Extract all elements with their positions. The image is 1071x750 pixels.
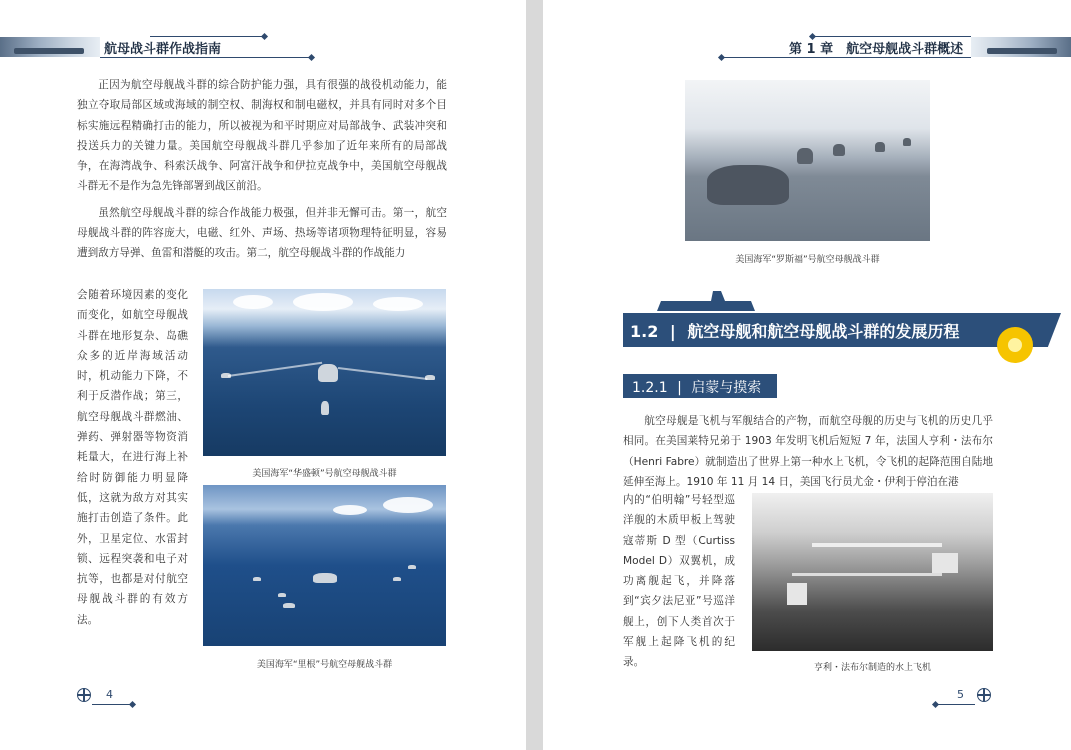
header-carrier-banner [971, 37, 1071, 57]
photo-caption: 美国海军“里根”号航空母舰战斗群 [256, 660, 393, 670]
carrier-group-photo-washington [203, 289, 446, 456]
section-number: 1.2 [630, 322, 659, 341]
side-text [623, 490, 735, 673]
paragraph: 航空母舰是飞机与军舰结合的产物，而航空母舰的历史与飞机的历史几乎相同。在美国莱特兄弟于 1903 年发明飞机后短短 7 年，法国人亨利・法布尔（Henri Fabre）就制造出了世界上第一种水上飞机，令飞机的起降范围自陆地延伸至海上。1910 年 11 月 14 日，美国飞行员尤金・伊利于停泊在港 [623, 415, 993, 488]
right-page [543, 0, 1071, 750]
side-text [77, 285, 188, 630]
book-title: 航母战斗群作战指南 [104, 42, 222, 57]
crosshair-icon [977, 688, 991, 702]
subsection-title: 启蒙与摸索 [691, 380, 762, 396]
photo-caption: 美国海军“华盛顿”号航空母舰战斗群 [252, 469, 397, 479]
subsection-number: 1.2.1 [632, 380, 668, 396]
section-heading: 1.2 | 航空母舰和航空母舰战斗群的发展历程 [630, 322, 960, 341]
crosshair-icon [77, 688, 91, 702]
paragraph: 虽然航空母舰战斗群的综合作战能力极强，但并非无懈可击。第一，航空母舰战斗群的阵容庞大，电磁、红外、声场、热场等诸项物理特征明显，容易遭到敌方导弹、鱼雷和潜艇的攻击。第二，航空母舰战斗群的作战能力 [77, 206, 447, 260]
chapter-title: 第 1 章 航空母舰战斗群概述 [789, 42, 964, 57]
section-title: 航空母舰和航空母舰战斗群的发展历程 [687, 322, 960, 341]
body-text [623, 411, 993, 492]
side-paragraph: 内的“伯明翰”号轻型巡洋舰的木质甲板上驾驶寇蒂斯 D 型（Curtiss Model D）双翼机，成功离舰起飞，并降落到“宾夕法尼亚”号巡洋舰上，创下人类首次于军舰上起降飞机的纪录。 [623, 494, 735, 669]
left-page [0, 0, 526, 750]
flower-ornament-icon [993, 323, 1037, 367]
subsection-heading: 1.2.1 | 启蒙与摸索 [632, 380, 762, 396]
photo-caption: 亨利・法布尔制造的水上飞机 [813, 663, 931, 673]
side-paragraph: 会随着环境因素的变化而变化，如航空母舰战斗群在地形复杂、岛礁众多的近岸海域活动时，机动能力下降，不利于反潜作战；第三，航空母舰战斗群燃油、弹药、弹射器等物资消耗量大，在进行海上补给时防御能力明显降低，这就为敌方对其实施打击创造了条件。此外，卫星定位、水雷封锁、远程突袭和电子对抗等，也都是对付航空母舰战斗群的有效方法。 [77, 289, 188, 626]
seaplane-photo [752, 493, 993, 651]
paragraph: 正因为航空母舰战斗群的综合防护能力强，具有很强的战役机动能力，能独立夺取局部区域或海域的制空权、制海权和制电磁权，并具有同时对多个目标实施远程精确打击的能力，所以被视为和平时期应对局部战争、武装冲突和投送兵力的关键力量。美国航空母舰战斗群几乎参加了近年来所有的局部战争，在海湾战争、科索沃战争、阿富汗战争和伊拉克战争中，美国航空母舰战斗群无不是作为急先锋部署到战区前沿。 [77, 79, 447, 193]
page-number: 5 [957, 688, 964, 701]
aircraft-carrier-icon [655, 287, 759, 315]
header-rule [723, 57, 971, 58]
header-rule [100, 57, 312, 58]
header-carrier-banner [0, 37, 100, 57]
carrier-group-photo-reagan [203, 485, 446, 646]
page-number: 4 [106, 688, 113, 701]
carrier-group-photo-roosevelt [685, 80, 930, 241]
body-text [77, 75, 447, 264]
photo-caption: 美国海军“罗斯福”号航空母舰战斗群 [735, 255, 880, 265]
